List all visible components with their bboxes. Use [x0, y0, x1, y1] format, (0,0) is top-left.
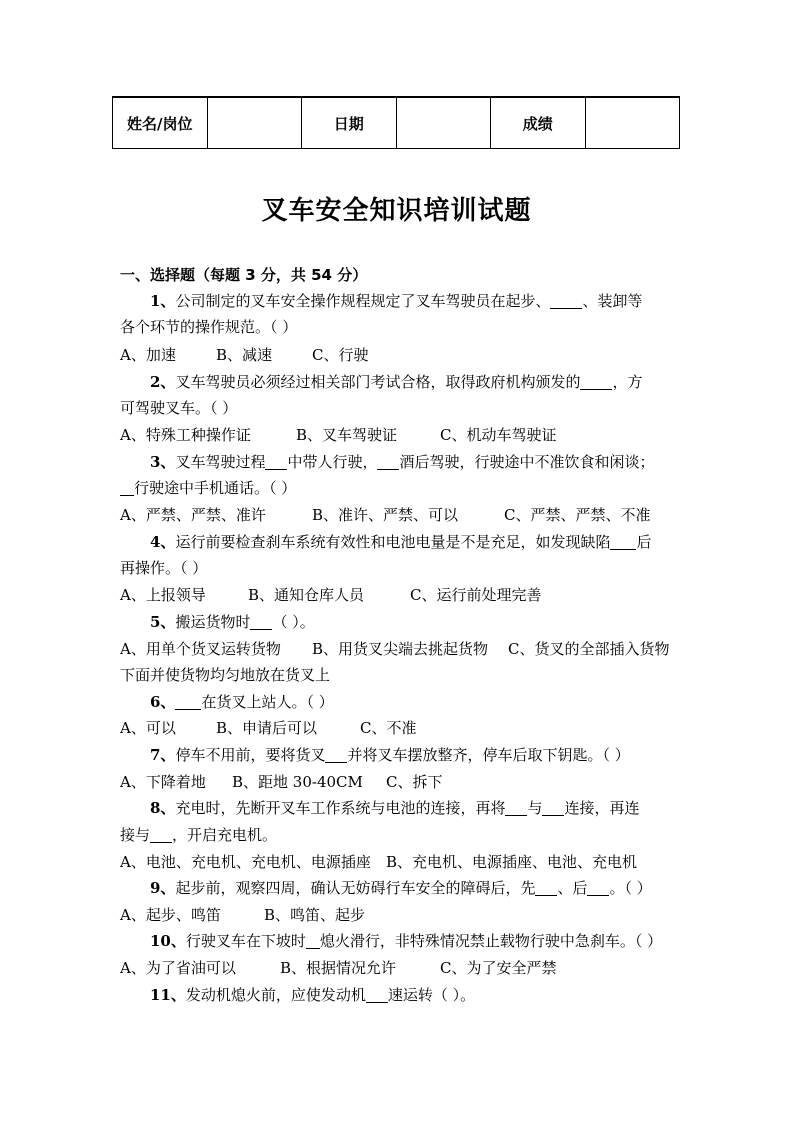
answer-blank[interactable] — [150, 826, 172, 843]
question-text-line — [120, 822, 277, 848]
answer-blank[interactable] — [542, 799, 564, 816]
option-b[interactable]: B、充电机、电源插座、电池、充电机 — [386, 853, 638, 871]
option-text: 下面并使货物均匀地放在货叉上 — [120, 666, 331, 684]
option-row — [120, 502, 650, 528]
question-text: ，开启充电机。 — [172, 826, 278, 844]
option-a[interactable]: A、下降着地 — [120, 773, 206, 791]
answer-blank[interactable] — [610, 533, 636, 550]
question-text: 连接，再连 — [564, 799, 640, 817]
option-b[interactable]: B、减速 — [216, 346, 273, 364]
question-text: 停车不用前，要将货叉 — [175, 746, 326, 764]
option-b[interactable]: B、根据情况允许 — [280, 959, 397, 977]
question-number: 8、 — [150, 799, 176, 817]
option-a[interactable]: A、为了省油可以 — [120, 959, 236, 977]
score-label: 成绩 — [491, 97, 586, 149]
question-8 — [120, 795, 639, 821]
answer-blank[interactable] — [366, 986, 388, 1003]
question-3 — [120, 449, 654, 475]
option-row — [120, 849, 637, 875]
section-heading: 一、选择题（每题 3 分，共 54 分） — [120, 266, 368, 284]
question-text: 后 — [636, 533, 652, 551]
score-field[interactable] — [585, 97, 680, 149]
option-b[interactable]: B、用货叉尖端去挑起货物 — [312, 640, 489, 658]
question-text: 叉车驾驶员必须经过相关部门考试合格，取得政府机构颁发的 — [175, 373, 581, 391]
option-c[interactable]: C、为了安全严禁 — [440, 959, 557, 977]
question-text: 。（ ） — [609, 879, 652, 897]
option-c[interactable]: C、拆下 — [386, 773, 443, 791]
option-b[interactable]: B、叉车驾驶证 — [296, 426, 398, 444]
answer-blank[interactable] — [587, 879, 609, 896]
option-row — [120, 582, 541, 608]
answer-blank[interactable] — [535, 879, 557, 896]
question-text: 运行前要检查刹车系统有效性和电池电量是不是充足，如发现缺陷 — [175, 533, 611, 551]
question-4 — [120, 529, 651, 555]
answer-blank[interactable] — [120, 479, 134, 496]
question-10 — [120, 928, 662, 954]
question-text: 起步前，观察四周，确认无妨碍行车安全的障碍后，先 — [175, 879, 536, 897]
question-text: 熄火滑行，非特殊情况禁止载物行驶中急刹车。（ ） — [319, 932, 663, 950]
question-text: 与 — [527, 799, 543, 817]
answer-blank[interactable] — [580, 373, 612, 390]
question-text: 速运转（ ）。 — [387, 986, 476, 1004]
question-text: 可驾驶叉车。（ ） — [120, 399, 238, 417]
question-text: 发动机熄火前，应使发动机 — [185, 986, 366, 1004]
question-text: 、装卸等 — [582, 292, 643, 310]
question-5 — [120, 609, 315, 635]
question-6 — [120, 689, 334, 715]
page-title: 叉车安全知识培训试题 — [261, 196, 532, 226]
question-text: 充电时，先断开叉车工作系统与电池的连接，再将 — [175, 799, 506, 817]
option-b[interactable]: B、准许、严禁、可以 — [312, 506, 459, 524]
question-text: 各个环节的操作规范。（ ） — [120, 318, 298, 336]
answer-blank[interactable] — [265, 453, 287, 470]
option-row — [120, 769, 442, 795]
name-position-label: 姓名/岗位 — [113, 97, 208, 149]
question-text-line — [120, 475, 296, 501]
option-a[interactable]: A、用单个货叉运转货物 — [120, 640, 281, 658]
option-a[interactable]: A、加速 — [120, 346, 176, 364]
option-a[interactable]: A、起步、鸣笛 — [120, 906, 221, 924]
question-text: 再操作。（ ） — [120, 559, 208, 577]
question-1 — [120, 288, 642, 314]
option-a[interactable]: A、严禁、严禁、准许 — [120, 506, 266, 524]
question-text: 酒后驾驶，行驶途中不准饮食和闲谈； — [399, 453, 655, 471]
question-number: 1、 — [150, 292, 176, 310]
option-row — [120, 636, 669, 662]
question-text: 行驶途中手机通话。（ ） — [134, 479, 297, 497]
option-a[interactable]: A、上报领导 — [120, 586, 206, 604]
question-text: （ ）。 — [272, 613, 315, 631]
question-number: 4、 — [150, 533, 176, 551]
question-7 — [120, 742, 630, 768]
question-text: 、后 — [557, 879, 588, 897]
option-a[interactable]: A、特殊工种操作证 — [120, 426, 251, 444]
answer-blank[interactable] — [325, 746, 347, 763]
answer-blank[interactable] — [306, 932, 320, 949]
option-c[interactable]: C、严禁、严禁、不准 — [504, 506, 651, 524]
date-field[interactable] — [396, 97, 491, 149]
question-number: 9、 — [150, 879, 176, 897]
question-text: 叉车驾驶过程 — [175, 453, 266, 471]
question-11 — [120, 982, 475, 1008]
question-text: 搬运货物时 — [175, 613, 251, 631]
question-text: 公司制定的叉车安全操作规程规定了叉车驾驶员在起步、 — [175, 292, 551, 310]
question-2 — [120, 369, 642, 395]
answer-blank[interactable] — [550, 292, 582, 309]
question-number: 6、 — [150, 693, 176, 711]
option-a[interactable]: A、可以 — [120, 719, 176, 737]
question-text: 在货叉上站人。（ ） — [201, 693, 334, 711]
option-b[interactable]: B、鸣笛、起步 — [264, 906, 366, 924]
question-text: 中带人行驶， — [287, 453, 378, 471]
question-number: 7、 — [150, 746, 176, 764]
option-row — [120, 715, 416, 741]
option-row — [120, 955, 556, 981]
option-row — [120, 902, 365, 928]
name-position-field[interactable] — [207, 97, 302, 149]
option-c[interactable]: C、运行前处理完善 — [410, 586, 542, 604]
question-9 — [120, 875, 652, 901]
option-row — [120, 342, 368, 368]
question-text: 行驶叉车在下坡时 — [185, 932, 306, 950]
option-row — [120, 422, 556, 448]
answer-blank[interactable] — [505, 799, 527, 816]
option-c[interactable]: C、货叉的全部插入货物 — [508, 640, 670, 658]
question-number: 5、 — [150, 613, 176, 631]
option-c[interactable]: C、不准 — [360, 719, 417, 737]
question-text: 接与 — [120, 826, 151, 844]
date-label: 日期 — [302, 97, 397, 149]
question-number: 3、 — [150, 453, 176, 471]
option-c[interactable]: C、机动车驾驶证 — [440, 426, 557, 444]
question-text: 并将叉车摆放整齐，停车后取下钥匙。（ ） — [347, 746, 630, 764]
question-number: 10、 — [150, 932, 186, 950]
question-text: ，方 — [612, 373, 643, 391]
option-b[interactable]: B、距地 30-40CM — [232, 773, 363, 791]
info-table — [112, 96, 680, 149]
option-b[interactable]: B、通知仓库人员 — [248, 586, 365, 604]
answer-blank[interactable] — [250, 613, 272, 630]
answer-blank[interactable] — [377, 453, 399, 470]
question-number: 2、 — [150, 373, 176, 391]
option-a[interactable]: A、电池、充电机、充电机、电源插座 — [120, 853, 371, 871]
option-c[interactable]: C、行驶 — [312, 346, 369, 364]
answer-blank[interactable] — [175, 693, 201, 710]
question-number: 11、 — [150, 986, 186, 1004]
option-b[interactable]: B、申请后可以 — [216, 719, 318, 737]
